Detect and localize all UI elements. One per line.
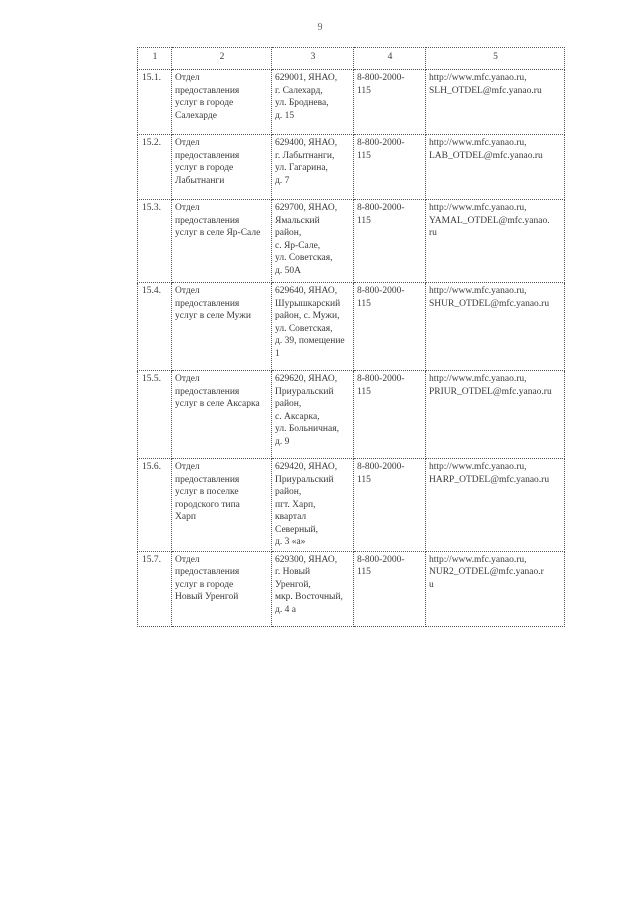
row-number: 15.6. <box>138 459 172 552</box>
office-name: Отдел предоставления услуг в селе Яр-Сале <box>172 200 272 283</box>
column-header: 4 <box>354 48 426 70</box>
office-contact: http://www.mfc.yanao.ru, LAB_OTDEL@mfc.yanao.ru <box>426 135 565 200</box>
row-number: 15.3. <box>138 200 172 283</box>
mfc-offices-table <box>137 47 565 627</box>
office-address: 629700, ЯНАО, Ямальский район, с. Яр-Сале, ул. Советская, д. 50А <box>272 200 354 283</box>
office-contact: http://www.mfc.yanao.ru, HARP_OTDEL@mfc.yanao.ru <box>426 459 565 552</box>
office-name: Отдел предоставления услуг в городе Салехарде <box>172 70 272 135</box>
office-contact: http://www.mfc.yanao.ru, NUR2_OTDEL@mfc.yanao.r u <box>426 551 565 626</box>
office-name: Отдел предоставления услуг в городе Новый Уренгой <box>172 551 272 626</box>
row-number: 15.5. <box>138 371 172 459</box>
table-row <box>138 371 565 459</box>
office-name: Отдел предоставления услуг в селе Мужи <box>172 283 272 371</box>
office-phone: 8-800-2000- 115 <box>354 371 426 459</box>
office-phone: 8-800-2000- 115 <box>354 200 426 283</box>
office-phone: 8-800-2000- 115 <box>354 135 426 200</box>
column-header: 5 <box>426 48 565 70</box>
office-name: Отдел предоставления услуг в городе Лабытнанги <box>172 135 272 200</box>
table-row <box>138 551 565 626</box>
office-contact: http://www.mfc.yanao.ru, SLH_OTDEL@mfc.yanao.ru <box>426 70 565 135</box>
column-header: 2 <box>172 48 272 70</box>
office-name: Отдел предоставления услуг в поселке городского типа Харп <box>172 459 272 552</box>
row-number: 15.1. <box>138 70 172 135</box>
office-address: 629620, ЯНАО, Приуральский район, с. Аксарка, ул. Больничная, д. 9 <box>272 371 354 459</box>
row-number: 15.7. <box>138 551 172 626</box>
office-phone: 8-800-2000- 115 <box>354 551 426 626</box>
office-address: 629400, ЯНАО, г. Лабытнанги, ул. Гагарина, д. 7 <box>272 135 354 200</box>
table-row <box>138 200 565 283</box>
column-header: 3 <box>272 48 354 70</box>
table-row <box>138 283 565 371</box>
office-contact: http://www.mfc.yanao.ru, YAMAL_OTDEL@mfc.yanao. ru <box>426 200 565 283</box>
office-phone: 8-800-2000- 115 <box>354 459 426 552</box>
office-address: 629300, ЯНАО, г. Новый Уренгой, мкр. Восточный, д. 4 а <box>272 551 354 626</box>
office-phone: 8-800-2000- 115 <box>354 283 426 371</box>
column-header: 1 <box>138 48 172 70</box>
office-address: 629420, ЯНАО, Приуральский район, пгт. Харп, квартал Северный, д. 3 «а» <box>272 459 354 552</box>
table-header-row <box>138 48 565 70</box>
office-phone: 8-800-2000- 115 <box>354 70 426 135</box>
office-name: Отдел предоставления услуг в селе Аксарка <box>172 371 272 459</box>
row-number: 15.2. <box>138 135 172 200</box>
office-contact: http://www.mfc.yanao.ru, SHUR_OTDEL@mfc.yanao.ru <box>426 283 565 371</box>
table-row <box>138 135 565 200</box>
document-page <box>40 0 600 766</box>
page-number: 9 <box>317 22 323 33</box>
table-row <box>138 70 565 135</box>
office-address: 629640, ЯНАО, Шурышкарский район, с. Мужи, ул. Советская, д. 39, помещение 1 <box>272 283 354 371</box>
table-row <box>138 459 565 552</box>
office-address: 629001, ЯНАО, г. Салехард, ул. Броднева, д. 15 <box>272 70 354 135</box>
office-contact: http://www.mfc.yanao.ru, PRIUR_OTDEL@mfc.yanao.ru <box>426 371 565 459</box>
row-number: 15.4. <box>138 283 172 371</box>
